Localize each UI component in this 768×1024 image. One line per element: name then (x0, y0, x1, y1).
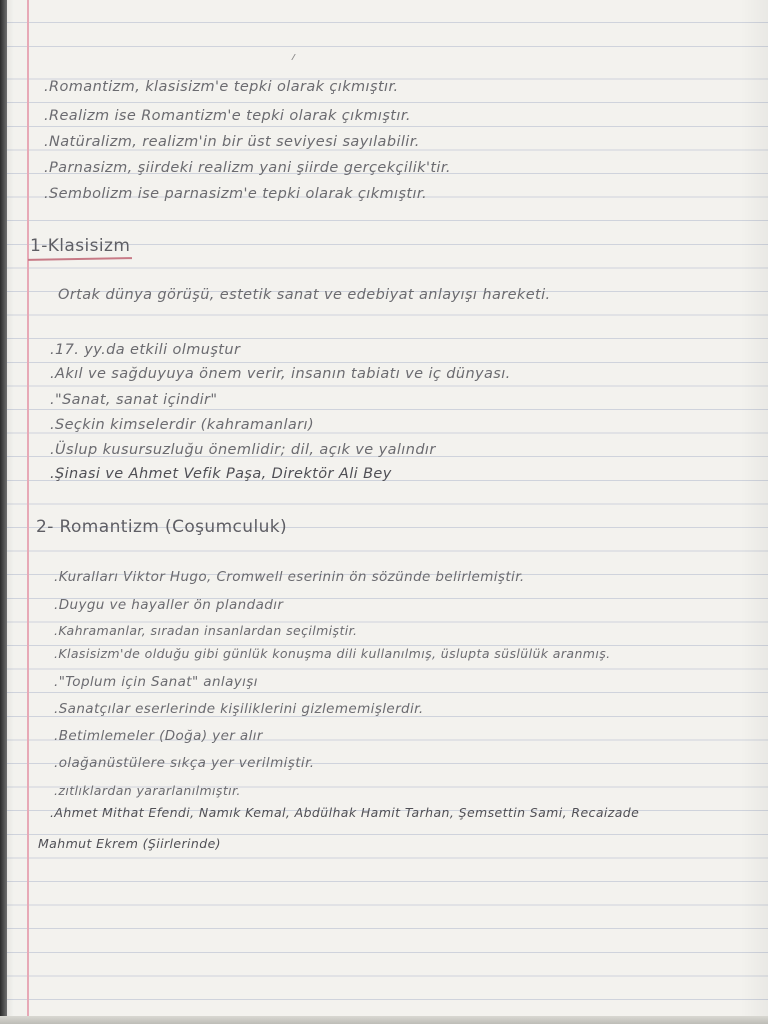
section-heading-klasisizm: 1-Klasisizm (30, 236, 131, 256)
romantizm-item-6: .Sanatçılar eserlerinde kişiliklerini gizlememişlerdir. (54, 701, 424, 717)
page-bottom-edge (0, 1016, 768, 1024)
intro-line-1: .Romantizm, klasisizm'e tepki olarak çıkmıştır. (44, 79, 399, 95)
heading-underline (28, 257, 132, 261)
pen-mark (291, 54, 303, 60)
klasisizm-item-5: .Üslup kusursuzluğu önemlidir; dil, açık ve yalındır (50, 442, 436, 458)
section-heading-romantizm: 2- Romantizm (Coşumculuk) (36, 517, 288, 537)
intro-line-4: .Parnasizm, şiirdeki realizm yani şiirde gerçekçilik'tir. (44, 160, 451, 176)
margin-line (27, 0, 29, 1024)
intro-line-5: .Sembolizm ise parnasizm'e tepki olarak çıkmıştır. (44, 186, 427, 202)
romantizm-item-5: ."Toplum için Sanat" anlayışı (54, 674, 258, 690)
romantizm-item-3: .Kahramanlar, sıradan insanlardan seçilmiştir. (54, 623, 358, 638)
klasisizm-item-1: .17. yy.da etkili olmuştur (50, 342, 241, 358)
klasisizm-definition: Ortak dünya görüşü, estetik sanat ve edebiyat anlayışı hareketi. (58, 287, 551, 303)
romantizm-item-11: Mahmut Ekrem (Şiirlerinde) (38, 836, 221, 851)
romantizm-item-4: .Klasisizm'de olduğu gibi günlük konuşma dili kullanılmış, üslupta süslülük aranmış. (54, 646, 611, 661)
romantizm-item-10: .Ahmet Mithat Efendi, Namık Kemal, Abdülhak Hamit Tarhan, Şemsettin Sami, Recaizade (50, 805, 640, 820)
intro-line-3: .Natüralizm, realizm'in bir üst seviyesi sayılabilir. (44, 134, 420, 150)
romantizm-item-1: .Kuralları Viktor Hugo, Cromwell eserinin ön sözünde belirlemiştir. (54, 569, 525, 585)
intro-line-2: .Realizm ise Romantizm'e tepki olarak çıkmıştır. (44, 108, 411, 124)
klasisizm-item-6: .Şinasi ve Ahmet Vefik Paşa, Direktör Ali Bey (50, 466, 392, 482)
klasisizm-item-2: .Akıl ve sağduyuya önem verir, insanın tabiatı ve iç dünyası. (50, 366, 511, 382)
romantizm-item-8: .olağanüstülere sıkça yer verilmiştir. (54, 755, 315, 771)
romantizm-item-9: .zıtlıklardan yararlanılmıştır. (54, 783, 241, 798)
romantizm-item-2: .Duygu ve hayaller ön plandadır (54, 597, 284, 613)
romantizm-item-7: .Betimlemeler (Doğa) yer alır (54, 728, 263, 744)
notebook-binding (0, 0, 7, 1024)
klasisizm-item-3: ."Sanat, sanat içindir" (50, 392, 218, 408)
klasisizm-item-4: .Seçkin kimselerdir (kahramanları) (50, 417, 315, 433)
